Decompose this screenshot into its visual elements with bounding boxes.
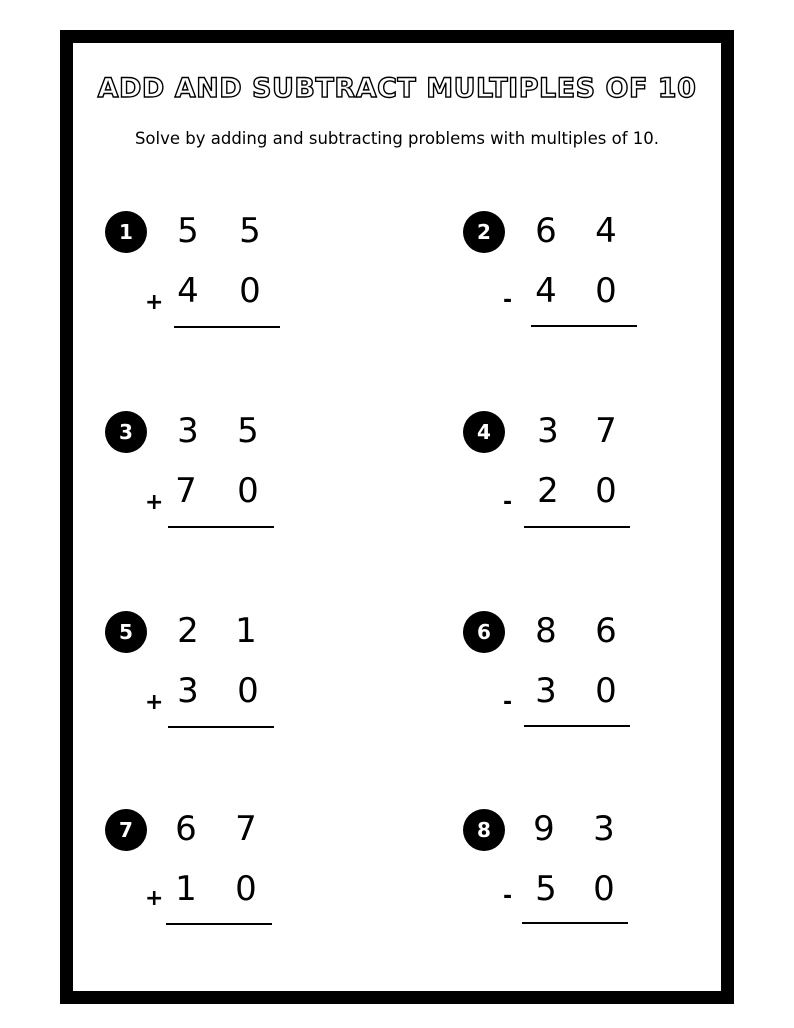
top-tens-digit: 6 [175, 809, 197, 849]
problem-8 [431, 809, 661, 949]
top-tens-digit: 3 [177, 411, 199, 451]
bottom-ones-digit: 0 [239, 271, 261, 311]
top-tens-digit: 9 [533, 809, 555, 849]
problem-3 [73, 411, 303, 551]
bottom-tens-digit: 5 [535, 869, 557, 909]
bottom-ones-digit: 0 [593, 869, 615, 909]
answer-line [524, 526, 630, 528]
operator-sign: + [145, 690, 164, 715]
bottom-ones-digit: 0 [235, 869, 257, 909]
bottom-ones-digit: 0 [237, 671, 259, 711]
problem-number-badge: 8 [463, 809, 505, 851]
operator-sign: + [145, 290, 164, 315]
operator-sign: - [503, 884, 513, 909]
top-ones-digit: 5 [237, 411, 259, 451]
problem-6 [431, 611, 661, 751]
answer-line [174, 326, 280, 328]
problem-number-badge: 1 [105, 211, 147, 253]
problem-1 [73, 211, 303, 351]
answer-line [531, 325, 637, 327]
top-ones-digit: 1 [235, 611, 257, 651]
problem-4 [431, 411, 661, 551]
problem-number-badge: 2 [463, 211, 505, 253]
problem-number-badge: 3 [105, 411, 147, 453]
top-tens-digit: 6 [535, 211, 557, 251]
problem-7 [73, 809, 303, 949]
bottom-tens-digit: 3 [535, 671, 557, 711]
bottom-tens-digit: 7 [175, 471, 197, 511]
worksheet-title: ADD AND SUBTRACT MULTIPLES OF 10 [97, 73, 697, 104]
top-ones-digit: 5 [239, 211, 261, 251]
bottom-tens-digit: 4 [177, 271, 199, 311]
problem-5 [73, 611, 303, 751]
bottom-tens-digit: 2 [537, 471, 559, 511]
bottom-ones-digit: 0 [595, 471, 617, 511]
top-ones-digit: 6 [595, 611, 617, 651]
top-tens-digit: 5 [177, 211, 199, 251]
problem-number-badge: 4 [463, 411, 505, 453]
problem-number-badge: 7 [105, 809, 147, 851]
top-ones-digit: 7 [235, 809, 257, 849]
top-ones-digit: 4 [595, 211, 617, 251]
answer-line [522, 922, 628, 924]
top-tens-digit: 2 [177, 611, 199, 651]
top-tens-digit: 8 [535, 611, 557, 651]
worksheet-frame [60, 30, 734, 1004]
bottom-ones-digit: 0 [237, 471, 259, 511]
operator-sign: - [503, 690, 513, 715]
bottom-ones-digit: 0 [595, 271, 617, 311]
problem-2 [431, 211, 661, 351]
operator-sign: - [503, 490, 513, 515]
answer-line [168, 526, 274, 528]
answer-line [524, 725, 630, 727]
top-tens-digit: 3 [537, 411, 559, 451]
problem-number-badge: 5 [105, 611, 147, 653]
operator-sign: + [145, 490, 164, 515]
worksheet-subtitle: Solve by adding and subtracting problems with multiples of 10. [134, 129, 660, 148]
answer-line [168, 726, 274, 728]
answer-line [166, 923, 272, 925]
bottom-tens-digit: 1 [175, 869, 197, 909]
problem-number-badge: 6 [463, 611, 505, 653]
operator-sign: - [503, 288, 513, 313]
top-ones-digit: 3 [593, 809, 615, 849]
bottom-tens-digit: 4 [535, 271, 557, 311]
operator-sign: + [145, 886, 164, 911]
bottom-ones-digit: 0 [595, 671, 617, 711]
bottom-tens-digit: 3 [177, 671, 199, 711]
top-ones-digit: 7 [595, 411, 617, 451]
